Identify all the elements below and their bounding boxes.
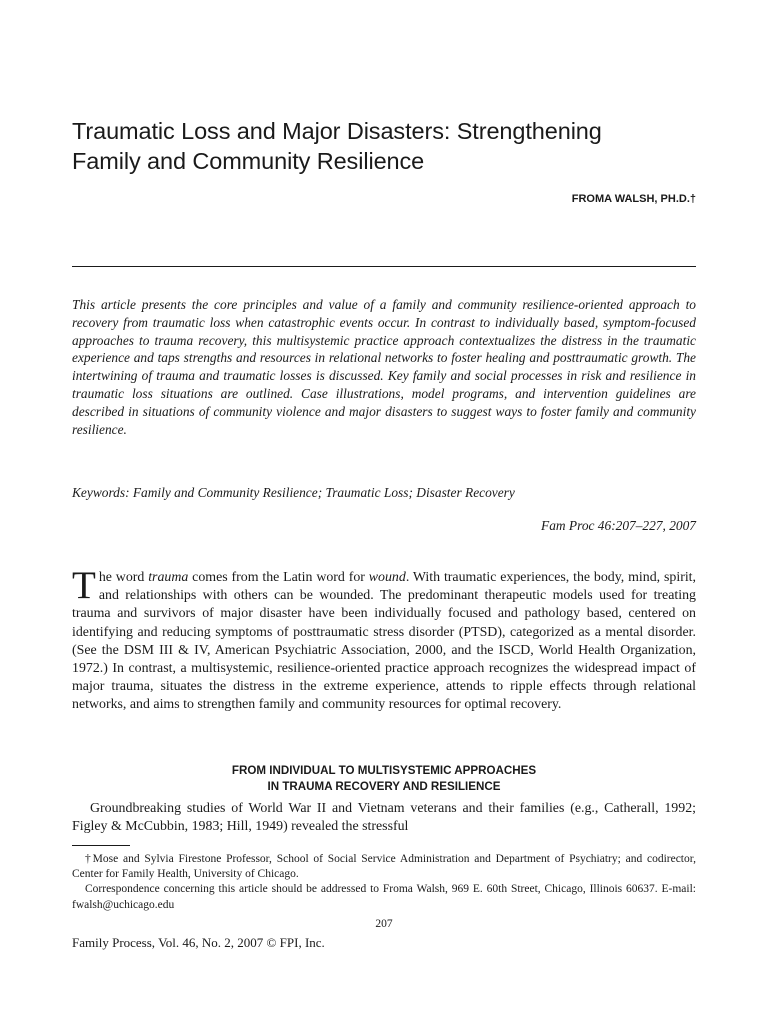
page-number: 207: [375, 918, 393, 930]
intro-text-c: . With traumatic experiences, the body, mind, spirit, and relationships with others can be wounded. The predominant therapeutic models used for treating trauma and survivors of major disaster have been individually focused and pathology based, centered on identifying and reducing symptoms of posttraumatic stress disorder (PTSD), categorized as a mental disorder. (See the DSM III & IV, American Psychiatric Association, 2000, and the ISCD, World Health Organization, 1972.) In contrast, a multisystemic, resilience-oriented practice approach recognizes the widespread impact of major trauma, situates the distress in the extreme experience, attends to ripple effects through relational networks, and aims to strengthen family and community resources for optimal recovery.: [72, 570, 697, 713]
author-name: FROMA WALSH, PH.D.†: [571, 193, 696, 205]
footnotes: [72, 852, 696, 913]
keywords: Keywords: Family and Community Resilience; Traumatic Loss; Disaster Recovery: [72, 485, 515, 500]
term-wound: wound: [368, 570, 406, 585]
article-title-line-2: Family and Community Resilience: [72, 148, 425, 174]
journal-footer: Family Process, Vol. 46, No. 2, 2007 © FPI, Inc.: [72, 935, 325, 950]
journal-citation: Fam Proc 46:207–227, 2007: [541, 518, 696, 533]
drop-cap: T: [72, 564, 96, 607]
footnote-affiliation: †Mose and Sylvia Firestone Professor, School of Social Service Administration and Department of Psychiatry; and codirector, Center for Family Health, University of Chicago.: [72, 853, 696, 881]
section-paragraph: Groundbreaking studies of World War II and Vietnam veterans and their families (e.g., Catherall, 1992; Figley & McCubbin, 1983; Hill, 1949) revealed the stressful: [72, 801, 696, 835]
article-title: [72, 116, 696, 176]
section-heading-line-2: IN TRAUMA RECOVERY AND RESILIENCE: [267, 779, 501, 793]
section-heading-line-1: FROM INDIVIDUAL TO MULTISYSTEMIC APPROACHES: [231, 764, 537, 777]
section-heading: [72, 763, 696, 794]
intro-paragraph: [72, 564, 697, 715]
footnote-divider: [72, 845, 130, 846]
footnote-correspondence: Correspondence concerning this article should be addressed to Froma Walsh, 969 E. 60th Street, Chicago, Illinois 60637. E-mail: fwalsh@uchicago.edu: [72, 883, 696, 911]
intro-text-b: comes from the Latin word for: [188, 570, 369, 585]
paper-page: [72, 0, 696, 1024]
intro-text-a: he word: [98, 570, 149, 585]
article-title-line-1: Traumatic Loss and Major Disasters: Strengthening: [72, 118, 602, 144]
title-divider: [72, 266, 696, 267]
abstract: This article presents the core principles and value of a family and community resilience-oriented approach to recovery from traumatic loss when catastrophic events occur. In contrast to individually based, symptom-focused approaches to trauma recovery, this multisystemic practice approach contextualizes the distress in the traumatic experience and taps strengths and resources in relational networks to foster healing and posttraumatic growth. The intertwining of trauma and traumatic losses is discussed. Key family and social processes in risk and resilience in traumatic loss situations are outlined. Case illustrations, model programs, and intervention guidelines are described in situations of community violence and major disasters to suggest ways to foster family and community resilience.: [72, 297, 696, 437]
term-trauma: trauma: [148, 570, 189, 585]
